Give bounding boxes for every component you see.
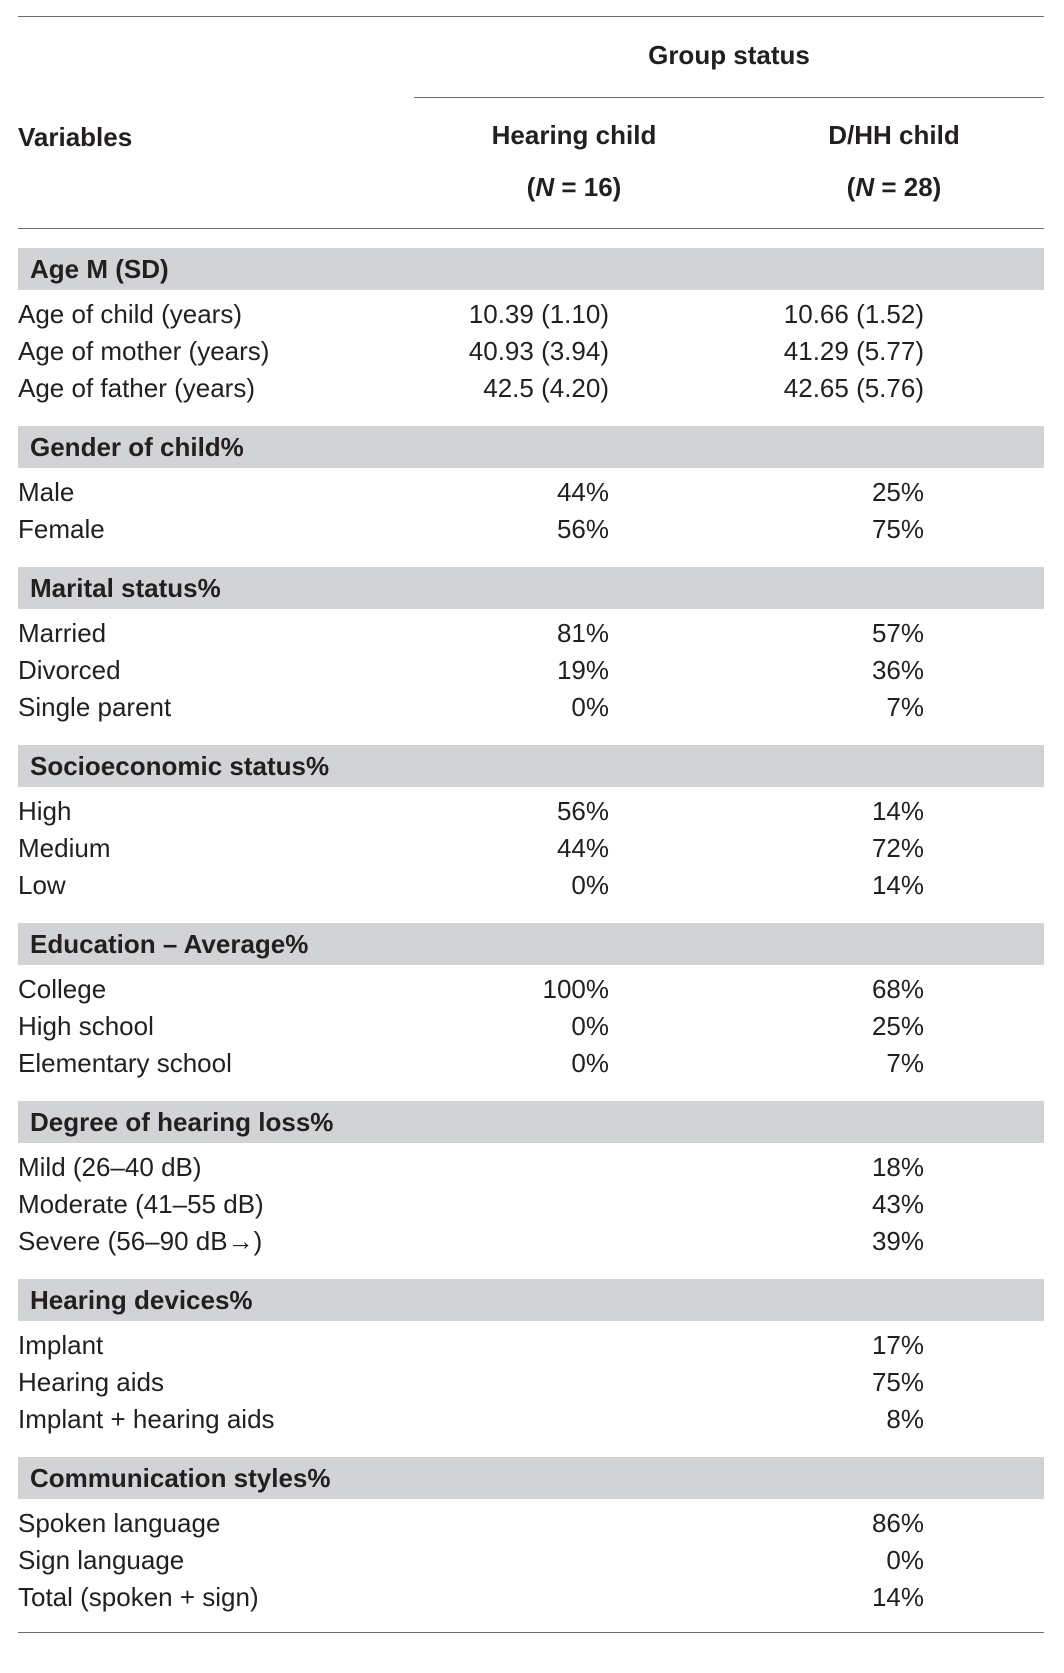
table-row xyxy=(18,793,1044,830)
demographics-table xyxy=(18,16,1044,1633)
dhh-child-value: 68% xyxy=(871,974,924,1004)
hearing-child-value: 19% xyxy=(556,655,609,685)
row-label: Moderate (41–55 dB) xyxy=(18,1189,264,1219)
table-row xyxy=(18,1149,1044,1186)
row-label: Age of mother (years) xyxy=(18,336,270,366)
section-header: Degree of hearing loss% xyxy=(18,1101,1044,1143)
table-row xyxy=(18,1008,1044,1045)
hearing-child-value: 40.93 (3.94) xyxy=(468,336,609,366)
dhh-child-value: 43% xyxy=(871,1189,924,1219)
table-row xyxy=(18,689,1044,726)
row-label: Sign language xyxy=(18,1545,185,1575)
dhh-child-value: 75% xyxy=(871,514,924,544)
row-label: Implant + hearing aids xyxy=(18,1404,275,1434)
dhh-n-value: = 28) xyxy=(874,172,942,202)
section-header: Education – Average% xyxy=(18,923,1044,965)
table-bottom-rule xyxy=(18,1632,1044,1633)
row-label: Spoken language xyxy=(18,1508,221,1538)
dhh-child-column-heading xyxy=(764,122,1024,200)
dhh-child-sample-size xyxy=(764,174,1024,200)
table-row xyxy=(18,615,1044,652)
table-row xyxy=(18,1327,1044,1364)
dhh-child-value: 14% xyxy=(871,1582,924,1612)
column-header-row xyxy=(18,98,1044,229)
dhh-child-value: 14% xyxy=(871,796,924,826)
hearing-n-open: ( xyxy=(526,172,536,202)
row-label: High school xyxy=(18,1011,154,1041)
row-label: Divorced xyxy=(18,655,121,685)
table-row xyxy=(18,1579,1044,1616)
dhh-child-value: 36% xyxy=(871,655,924,685)
dhh-child-value: 72% xyxy=(871,833,924,863)
row-label: Mild (26–40 dB) xyxy=(18,1152,202,1182)
table-row xyxy=(18,511,1044,548)
row-label: Medium xyxy=(18,833,111,863)
table-row xyxy=(18,370,1044,407)
dhh-child-value: 25% xyxy=(871,1011,924,1041)
dhh-child-value: 7% xyxy=(886,1048,924,1078)
hearing-child-value: 44% xyxy=(556,833,609,863)
table-row xyxy=(18,333,1044,370)
dhh-child-value: 8% xyxy=(886,1404,924,1434)
table-row xyxy=(18,296,1044,333)
row-label: High xyxy=(18,796,72,826)
group-header-row xyxy=(18,17,1044,98)
row-label: Hearing aids xyxy=(18,1367,164,1397)
table-row xyxy=(18,830,1044,867)
row-label: Low xyxy=(18,870,66,900)
row-label: Elementary school xyxy=(18,1048,232,1078)
dhh-child-value: 18% xyxy=(871,1152,924,1182)
row-label: Implant xyxy=(18,1330,104,1360)
hearing-child-column-heading xyxy=(444,122,704,200)
dhh-child-value: 57% xyxy=(871,618,924,648)
section-header: Hearing devices% xyxy=(18,1279,1044,1321)
dhh-child-value: 17% xyxy=(871,1330,924,1360)
dhh-child-value: 75% xyxy=(871,1367,924,1397)
dhh-child-label: D/HH child xyxy=(828,120,960,150)
table-row xyxy=(18,474,1044,511)
hearing-child-value: 81% xyxy=(556,618,609,648)
table-row xyxy=(18,867,1044,904)
section-header: Gender of child% xyxy=(18,426,1044,468)
hearing-child-value: 42.5 (4.20) xyxy=(483,373,609,403)
dhh-child-value: 25% xyxy=(871,477,924,507)
table-row xyxy=(18,1223,1044,1260)
table-row xyxy=(18,1505,1044,1542)
section-header: Age M (SD) xyxy=(18,248,1044,290)
table-row xyxy=(18,1401,1044,1438)
dhh-child-value: 42.65 (5.76) xyxy=(783,373,924,403)
hearing-child-value: 0% xyxy=(571,1048,609,1078)
table-row xyxy=(18,652,1044,689)
dhh-child-value: 0% xyxy=(886,1545,924,1575)
dhh-child-value: 7% xyxy=(886,692,924,722)
hearing-child-value: 0% xyxy=(571,692,609,722)
dhh-n-label: N xyxy=(855,172,875,202)
hearing-child-value: 44% xyxy=(556,477,609,507)
row-label: Single parent xyxy=(18,692,172,722)
hearing-child-value: 56% xyxy=(556,514,609,544)
table-row xyxy=(18,1364,1044,1401)
dhh-n-open: ( xyxy=(846,172,856,202)
hearing-child-value: 0% xyxy=(571,870,609,900)
section-header: Communication styles% xyxy=(18,1457,1044,1499)
table-body xyxy=(18,248,1044,1616)
table-row xyxy=(18,971,1044,1008)
hearing-child-label: Hearing child xyxy=(491,120,657,150)
dhh-child-value: 10.66 (1.52) xyxy=(783,299,924,329)
hearing-child-value: 56% xyxy=(556,796,609,826)
row-label: Female xyxy=(18,514,105,544)
row-label: College xyxy=(18,974,107,1004)
hearing-child-value: 10.39 (1.10) xyxy=(468,299,609,329)
row-label: Severe (56–90 dB→) xyxy=(18,1226,263,1256)
hearing-n-label: N xyxy=(535,172,555,202)
section-header: Marital status% xyxy=(18,567,1044,609)
group-status-heading: Group status xyxy=(648,40,810,70)
row-label: Married xyxy=(18,618,107,648)
hearing-n-value: = 16) xyxy=(554,172,622,202)
hearing-child-value: 0% xyxy=(571,1011,609,1041)
table-row xyxy=(18,1045,1044,1082)
variables-column-heading: Variables xyxy=(18,122,133,152)
table-row xyxy=(18,1186,1044,1223)
hearing-child-sample-size xyxy=(444,174,704,200)
dhh-child-value: 41.29 (5.77) xyxy=(783,336,924,366)
row-label: Total (spoken + sign) xyxy=(18,1582,259,1612)
dhh-child-value: 86% xyxy=(871,1508,924,1538)
dhh-child-value: 14% xyxy=(871,870,924,900)
table-row xyxy=(18,1542,1044,1579)
row-label: Age of child (years) xyxy=(18,299,242,329)
hearing-child-value: 100% xyxy=(542,974,609,1004)
dhh-child-value: 39% xyxy=(871,1226,924,1256)
row-label: Age of father (years) xyxy=(18,373,255,403)
row-label: Male xyxy=(18,477,75,507)
section-header: Socioeconomic status% xyxy=(18,745,1044,787)
